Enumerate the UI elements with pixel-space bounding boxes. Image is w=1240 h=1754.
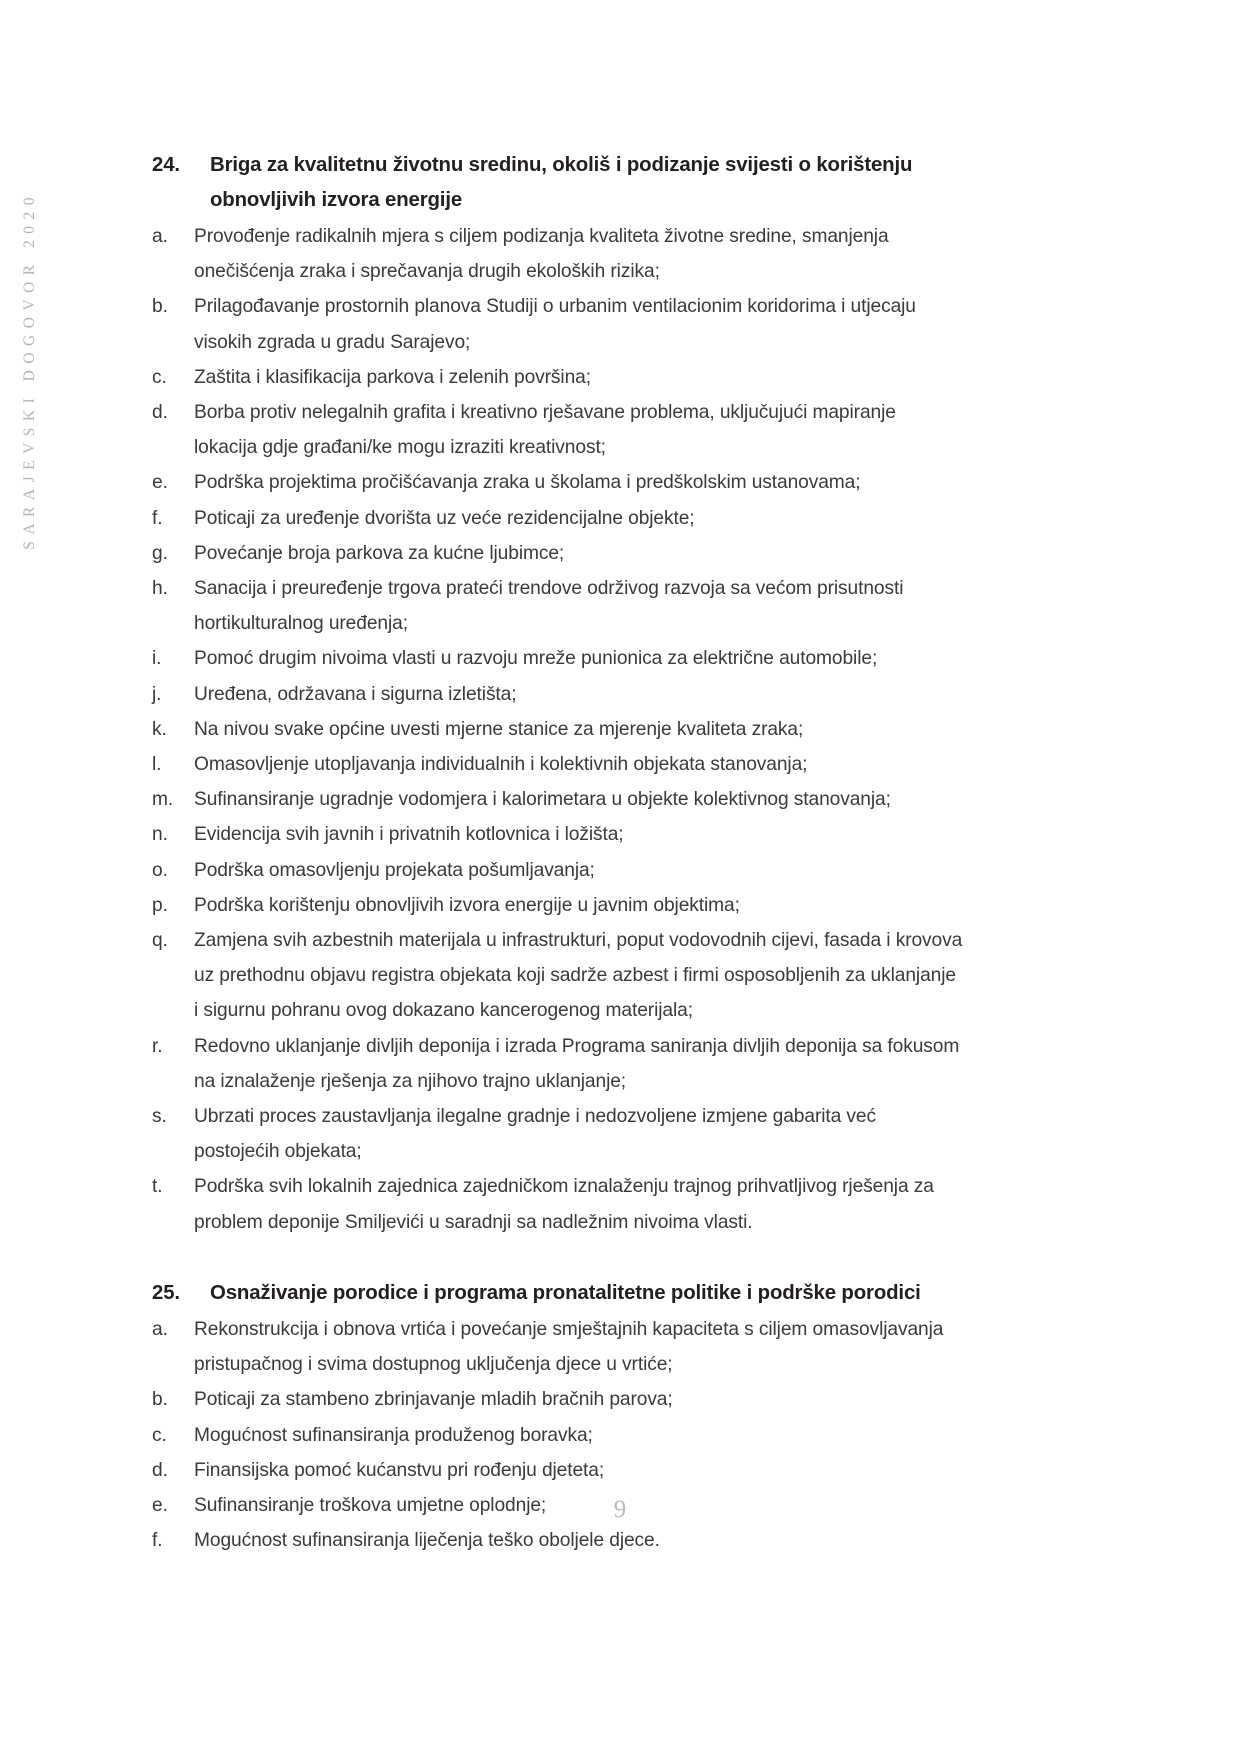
list-item-marker: e. — [152, 1494, 168, 1516]
list-item-text: Ubrzati proces zaustavljanja ilegalne gradnje i nedozvoljene izmjene gabarita već postojećih objekata; — [194, 1106, 876, 1163]
list-item-marker: g. — [152, 542, 168, 564]
list-item — [152, 1099, 964, 1169]
list-item-marker: l. — [152, 754, 162, 776]
list-item — [152, 1312, 964, 1382]
list-item-marker: s. — [152, 1106, 167, 1128]
section-heading — [152, 148, 964, 218]
list-item — [152, 641, 964, 676]
list-item-text: Povećanje broja parkova za kućne ljubimce; — [194, 542, 565, 564]
list-item — [152, 219, 964, 289]
section-24-item-list — [152, 219, 964, 1240]
list-item-text: Rekonstrukcija i obnova vrtića i povećanje smještajnih kapaciteta s ciljem omasovljavanja pristupačnog i svima dostupnog uključenja djece u vrtiće; — [194, 1318, 944, 1376]
list-item — [152, 536, 964, 571]
list-item — [152, 1453, 964, 1488]
list-item-text: Finansijska pomoć kućanstvu pri rođenju djeteta; — [194, 1459, 605, 1481]
list-item-marker: p. — [152, 894, 168, 916]
list-item — [152, 1382, 964, 1417]
section-title: Osnaživanje porodice i programa pronatalitetne politike i podrške porodici — [210, 1281, 921, 1304]
list-item-text: Uređena, održavana i sigurna izletišta; — [194, 683, 517, 705]
section-number: 25. — [152, 1281, 180, 1304]
list-item-text: Poticaji za stambeno zbrinjavanje mladih bračnih parova; — [194, 1389, 673, 1411]
list-item — [152, 395, 964, 465]
list-item-marker: d. — [152, 1459, 168, 1481]
section-24 — [152, 148, 964, 1240]
list-item-text: Podrška korištenju obnovljivih izvora energije u javnim objektima; — [194, 894, 740, 916]
page-number: 9 — [613, 1496, 627, 1523]
list-item-text: Sufinansiranje ugradnje vodomjera i kalorimetara u objekte kolektivnog stanovanja; — [194, 789, 891, 811]
section-number: 24. — [152, 154, 180, 176]
section-title: Briga za kvalitetnu životnu sredinu, okoliš i podizanje svijesti o korištenju obnovljivih izvora energije — [210, 154, 913, 211]
list-item — [152, 1029, 964, 1099]
list-item-text: Podrška projektima pročišćavanja zraka u školama i predškolskim ustanovama; — [194, 472, 861, 494]
list-item-marker: t. — [152, 1176, 163, 1198]
list-item-text: Pomoć drugim nivoima vlasti u razvoju mreže punionica za električne automobile; — [194, 648, 878, 670]
running-head-text: SARAJEVSKI DOGOVOR 2020 — [21, 191, 39, 550]
list-item-marker: i. — [152, 648, 162, 670]
list-item — [152, 817, 964, 852]
list-item — [152, 1523, 964, 1558]
list-item — [152, 677, 964, 712]
list-item-text: Provođenje radikalnih mjera s ciljem podizanja kvaliteta životne sredine, smanjenja onečišćenja zraka i sprečavanja drugih ekoloških rizika; — [194, 226, 889, 283]
list-item-text: Poticaji za uređenje dvorišta uz veće rezidencijalne objekte; — [194, 507, 695, 529]
list-item-text: Prilagođavanje prostornih planova Studiji o urbanim ventilacionim koridorima i utjecaju visokih zgrada u gradu Sarajevo; — [194, 296, 916, 353]
list-item-text: Mogućnost sufinansiranja liječenja teško oboljele djece. — [194, 1530, 660, 1552]
list-item-marker: f. — [152, 507, 163, 529]
list-item — [152, 501, 964, 536]
list-item — [152, 888, 964, 923]
list-item-marker: h. — [152, 578, 168, 600]
list-item-marker: c. — [152, 1424, 167, 1446]
list-item — [152, 747, 964, 782]
list-item-text: Sanacija i preuređenje trgova prateći trendove održivog razvoja sa većom prisutnosti hortikulturalnog uređenja; — [194, 578, 904, 635]
list-item — [152, 853, 964, 888]
list-item — [152, 782, 964, 817]
list-item-text: Evidencija svih javnih i privatnih kotlovnica i ložišta; — [194, 824, 624, 846]
list-item-marker: c. — [152, 366, 167, 388]
list-item-text: Omasovljenje utopljavanja individualnih i kolektivnih objekata stanovanja; — [194, 754, 808, 776]
running-head-vertical — [0, 150, 60, 550]
list-item-marker: k. — [152, 718, 167, 740]
section-heading — [152, 1276, 964, 1311]
list-item-marker: n. — [152, 824, 168, 846]
list-item-marker: b. — [152, 296, 168, 318]
list-item-text: Mogućnost sufinansiranja produženog boravka; — [194, 1424, 593, 1446]
list-item-marker: o. — [152, 859, 168, 881]
list-item — [152, 571, 964, 641]
list-item-marker: d. — [152, 402, 168, 424]
list-item-marker: m. — [152, 789, 174, 811]
list-item — [152, 465, 964, 500]
list-item-marker: a. — [152, 226, 168, 247]
list-item-marker: r. — [152, 1035, 163, 1057]
list-item-marker: j. — [152, 683, 162, 705]
list-item-text: Podrška svih lokalnih zajednica zajedničkom iznalaženju trajnog prihvatljivog rješenja za problem deponije Smiljevići u saradnji sa nadležnim nivoima vlasti. — [194, 1176, 934, 1233]
list-item — [152, 289, 964, 359]
document-body — [152, 148, 964, 1558]
list-item-text: Na nivou svake općine uvesti mjerne stanice za mjerenje kvaliteta zraka; — [194, 718, 804, 740]
list-item-text: Redovno uklanjanje divljih deponija i izrada Programa saniranja divljih deponija sa fokusom na iznalaženje rješenja za njihovo trajno uklanjanje; — [194, 1035, 960, 1092]
list-item-marker: b. — [152, 1389, 168, 1411]
list-item-text: Zaštita i klasifikacija parkova i zelenih površina; — [194, 366, 591, 388]
list-item-marker: f. — [152, 1530, 163, 1552]
list-item — [152, 1169, 964, 1239]
list-item — [152, 360, 964, 395]
list-item-marker: q. — [152, 930, 168, 952]
list-item-marker: a. — [152, 1318, 168, 1340]
list-item-marker: e. — [152, 472, 168, 494]
list-item-text: Borba protiv nelegalnih grafita i kreativno rješavane problema, uključujući mapiranje lokacija gdje građani/ke mogu izraziti kreativnost; — [194, 402, 896, 459]
list-item-text: Podrška omasovljenju projekata pošumljavanja; — [194, 859, 595, 881]
list-item-text: Zamjena svih azbestnih materijala u infrastrukturi, poput vodovodnih cijevi, fasada i krovova uz prethodnu objavu registra objekata koji sadrže azbest i firmi osposobljenih za uklanjanje i sigurnu pohranu ovog dokazano kancerogenog materijala; — [194, 930, 963, 1022]
list-item — [152, 923, 964, 1029]
list-item-text: Sufinansiranje troškova umjetne oplodnje; — [194, 1494, 547, 1516]
list-item — [152, 712, 964, 747]
list-item — [152, 1418, 964, 1453]
